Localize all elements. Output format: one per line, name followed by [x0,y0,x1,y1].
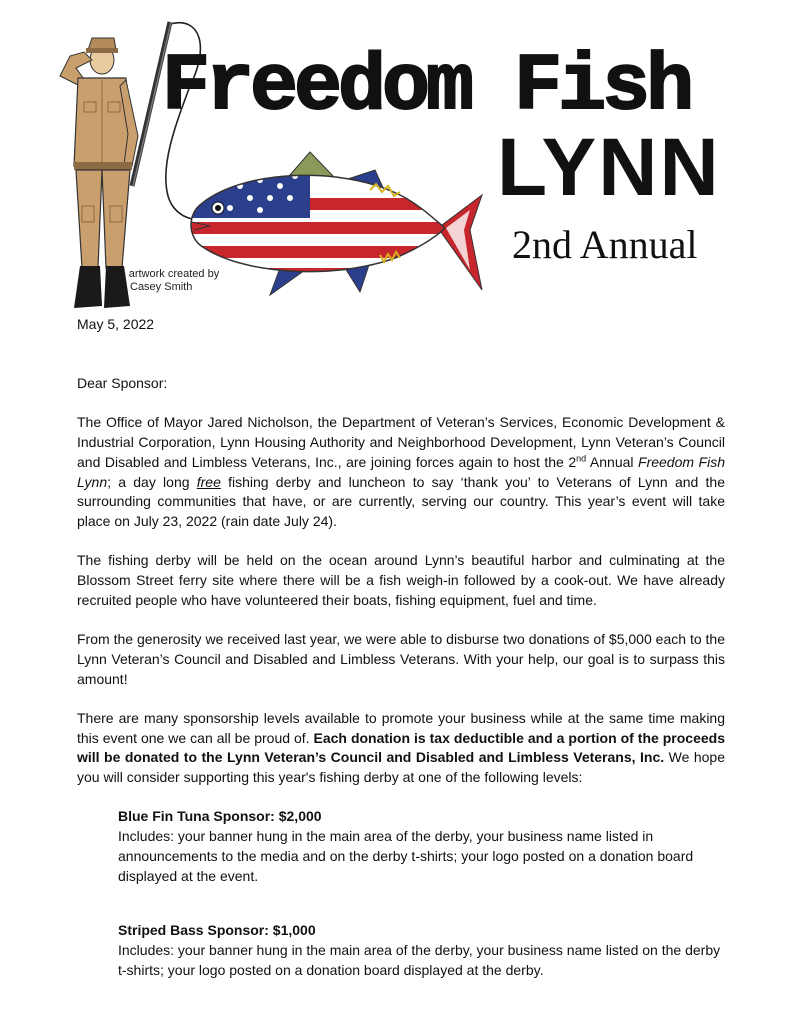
intro-text-d: fishing derby and luncheon to say ‘thank you’ to Veterans of Lynn and the surrounding communities that have, or are currently, serving our country. This year’s event will take place on July 23, 2022 (rain date July 24). [77,473,726,529]
sponsor-level-title: Blue Fin Tuna Sponsor: $2,000 [118,808,322,825]
credit-line-1: - artwork created by [122,268,220,280]
credit-line-2: Casey Smith [130,281,193,293]
sponsor-level-description: Includes: your banner hung in the main area of the derby, your business name listed on the derby t-shirts; your logo posted on a donation board displayed at the derby. [118,941,721,978]
letter-date: May 5, 2022 [77,316,155,332]
intro-text-a: The Office of Mayor Jared Nicholson, the Department of Veteran’s Services, Economic Development & Industrial Corporation, Lynn Housing Authority and Neighborhood Development, Lynn Veteran’s Council and Disabled and Limbless Veterans, Inc., are joining forces again to host the 2 [77,414,725,470]
paragraph-donations: From the generosity we received last year, we were able to disburse two donations of $5,000 each to the Lynn Veteran’s Council and Disabled and Limbless Veterans. With your help, our goal is to surpass this amount! [77,631,725,687]
sponsor-level-title: Striped Bass Sponsor: $1,000 [118,922,316,939]
intro-text-b: Annual [586,453,639,470]
paragraph-sponsorship [77,709,725,788]
ordinal-suffix: nd [576,453,587,464]
sponsor-level-striped-bass [118,921,725,980]
sponsorship-text-a: There are many sponsorship levels available to promote your business while at the same time making this event one we can all be proud of. [77,709,725,746]
event-city: LYNN [497,122,721,213]
letter-body [77,374,725,980]
intro-text-c: ; a day long [107,473,197,490]
free-emphasis: free [196,473,221,490]
event-name-italic: Freedom Fish Lynn [77,453,725,490]
event-title: Freedom Fish [162,42,691,133]
artwork-credit [122,268,219,294]
sponsor-level-description: Includes: your banner hung in the main area of the derby, your business name listed in announcements to the media and on the derby t-shirts; your logo posted on a donation board displayed at the event. [118,828,694,884]
salutation: Dear Sponsor: [77,375,168,391]
event-edition: 2nd Annual [512,222,698,267]
sponsor-level-blue-fin-tuna [118,807,725,886]
paragraph-derby: The fishing derby will be held on the ocean around Lynn’s beautiful harbor and culminating at the Blossom Street ferry site where there will be a fish weigh-in followed by a cook-out. We have already recruited people who have volunteered their boats, fishing equipment, fuel and time. [77,552,725,608]
sponsorship-text-b: We hope you will consider supporting this year's fishing derby at one of the following levels: [77,749,725,785]
paragraph-intro [77,413,725,531]
tax-deductible-note: Each donation is tax deductible and a portion of the proceeds will be donated to the Lynn Veteran’s Council and Disabled and Limbless Veterans, Inc. [77,729,725,766]
